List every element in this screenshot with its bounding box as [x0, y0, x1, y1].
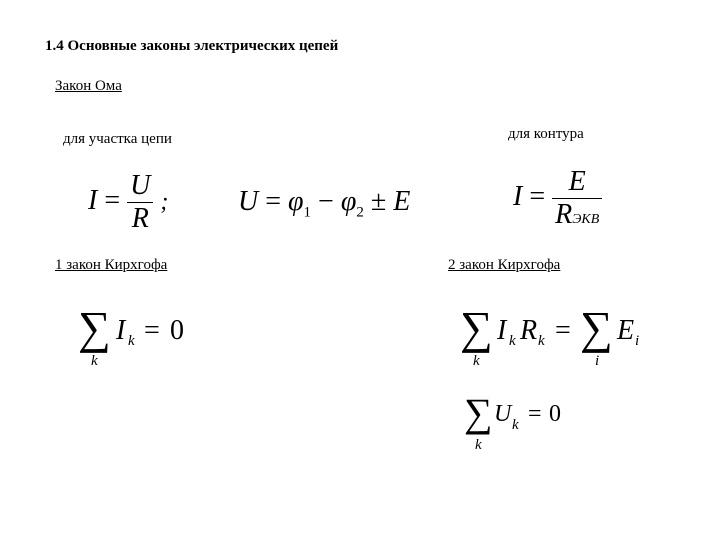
formula-var: I	[116, 315, 126, 346]
formula-semicolon: ;	[160, 188, 169, 215]
page-title: 1.4 Основные законы электрических цепей	[45, 38, 339, 54]
kirchhoff-2-voltage-formula	[464, 390, 594, 463]
formula-var: I	[513, 180, 523, 212]
formula-current: I	[497, 315, 507, 346]
formula-subscript: k	[538, 333, 545, 349]
ohm-contour-label: для контура	[508, 126, 584, 142]
formula-eq: =	[528, 401, 542, 427]
formula-phi: φ	[340, 186, 357, 217]
formula-numerator: U	[130, 170, 151, 201]
formula-zero: 0	[549, 401, 561, 427]
formula-voltage: U	[494, 401, 512, 427]
formula-subscript: 2	[356, 204, 364, 221]
sum-sign: ∑	[464, 390, 493, 435]
formula-emf: E	[393, 186, 411, 217]
kirchhoff-2-formula	[460, 302, 660, 375]
kirchhoff-1-label: 1 закон Кирхгофа	[55, 257, 168, 273]
ohm-contour-formula	[513, 166, 602, 231]
sum-sign: ∑	[580, 302, 613, 353]
formula-phi: φ	[288, 186, 304, 217]
formula-eq: =	[555, 315, 571, 346]
potential-difference-formula	[238, 186, 410, 222]
ohm-segment-formula	[88, 170, 168, 235]
formula-subscript: k	[512, 417, 519, 433]
kirchhoff-1-formula	[78, 302, 208, 375]
sum-sign: ∑	[460, 302, 493, 353]
formula-eq: =	[104, 184, 121, 216]
sum-index: k	[91, 353, 98, 369]
formula-minus: −	[318, 186, 334, 217]
formula-plus-minus: ±	[370, 186, 387, 217]
formula-subscript: k	[128, 333, 135, 349]
formula-eq: =	[529, 180, 546, 212]
sum-sign: ∑	[78, 302, 111, 353]
kirchhoff-2-label: 2 закон Кирхгофа	[448, 257, 561, 273]
formula-subscript: i	[635, 333, 640, 349]
sum-index: k	[473, 353, 480, 369]
formula-var: I	[88, 184, 98, 216]
formula-subscript: k	[509, 333, 516, 349]
formula-numerator: E	[568, 166, 586, 197]
sum-index: k	[475, 437, 482, 453]
ohm-law-label: Закон Ома	[55, 78, 122, 94]
sum-index: i	[595, 353, 600, 369]
formula-eq: =	[265, 186, 282, 217]
formula-eq: =	[144, 315, 160, 346]
ohm-segment-label: для участка цепи	[63, 131, 172, 147]
formula-subscript: 1	[303, 204, 312, 221]
formula-subscript: ЭКВ	[572, 212, 600, 227]
formula-var: U	[238, 186, 259, 217]
formula-emf: E	[617, 315, 635, 346]
formula-denominator: R	[127, 202, 153, 235]
formula-zero: 0	[170, 315, 184, 346]
formula-denominator: R	[555, 199, 573, 230]
formula-resistance: R	[520, 315, 538, 346]
